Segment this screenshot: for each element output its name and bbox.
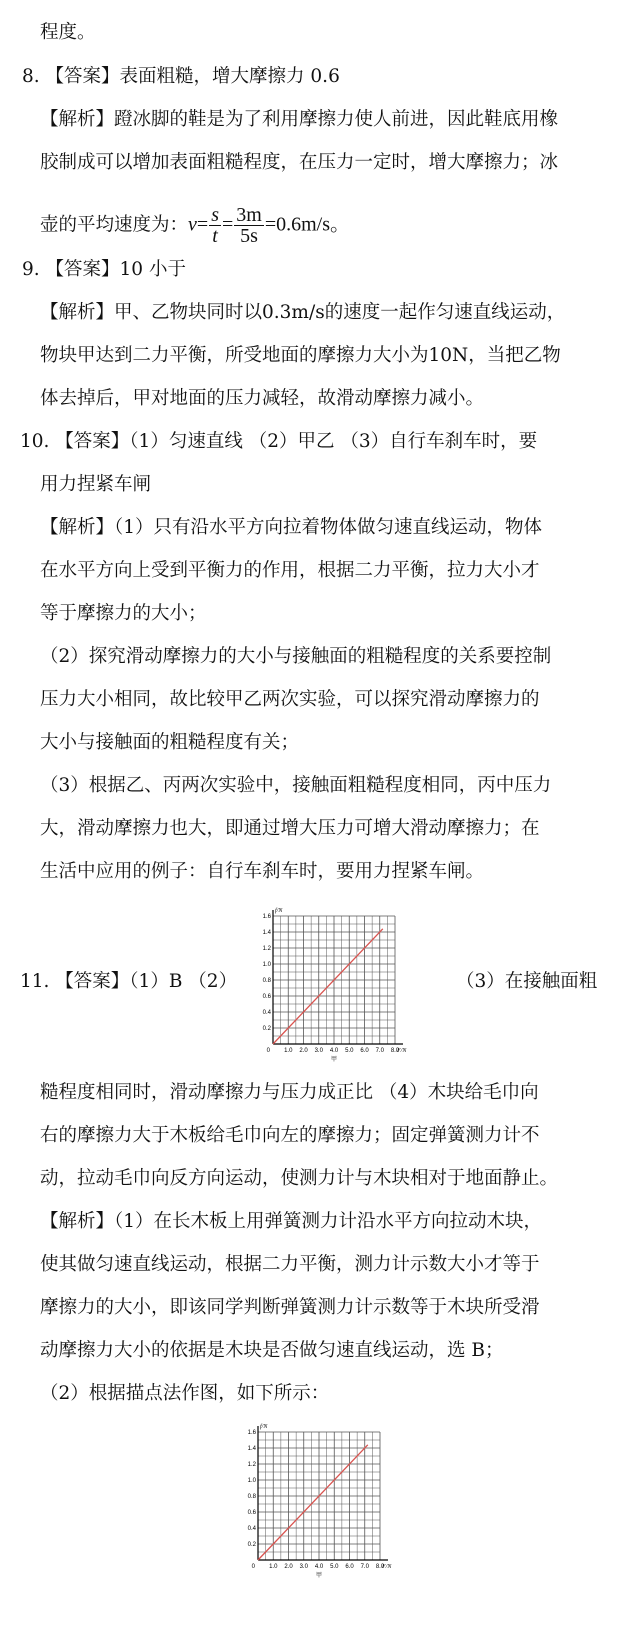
chart-caption: 甲 [315,1572,323,1579]
y-tick-label: 0.6 [262,994,271,1000]
text-line: 程度。 [40,22,96,43]
x-axis-label: F/N [397,1048,407,1054]
x-tick-label: 7.0 [375,1048,384,1054]
y-axis-label: f/N [260,1424,268,1430]
formula-result: =0.6m/s。 [264,213,351,236]
x-tick-label: 3.0 [299,1564,308,1570]
formula-fraction-st [209,205,221,246]
series-line [273,929,383,1044]
q9-explanation-line: 体去掉后，甲对地面的压力减轻，故滑动摩擦力减小。 [40,388,485,409]
x-tick-label: 6.0 [360,1048,369,1054]
x-tick-label: 5.0 [330,1564,339,1570]
friction-force-graph [255,904,415,1064]
series-line [258,1445,368,1560]
formula-numerator: 3m [236,204,262,226]
q11-answer: （3）在接触面粗 [456,971,598,992]
q10-explanation-line: （2）探究滑动摩擦力的大小与接触面的粗糙程度的关系要控制 [40,646,552,667]
x-tick-label: 8.0 [390,1048,400,1054]
x-tick-label: 2.0 [299,1048,308,1054]
q11-explanation-line: 使其做匀速直线运动，根据二力平衡，测力计示数大小才等于 [40,1254,540,1275]
formula-equals: = [196,213,209,236]
q11-answer-graph [255,904,415,1064]
q11-explanation-graph [240,1420,400,1580]
y-tick-label: 1.0 [262,962,271,968]
q10-answer: 10. 【答案】（1）匀速直线 （2）甲乙 （3）自行车刹车时，要 [20,431,538,452]
q10-explanation-line: 【解析】（1）只有沿水平方向拉着物体做匀速直线运动，物体 [40,517,543,538]
q11-explanation-line: （2）根据描点法作图，如下所示： [40,1383,330,1404]
q11-explanation-line: 摩擦力的大小，即该同学判断弹簧测力计示数等于木块所受滑 [40,1297,540,1318]
x-tick-label: 1.0 [284,1048,293,1054]
q11-explanation-line: 【解析】（1）在长木板上用弹簧测力计沿水平方向拉动木块， [40,1211,543,1232]
x-tick-label: 5.0 [345,1048,354,1054]
q9-explanation-line: 物块甲达到二力平衡，所受地面的摩擦力大小为10N，当把乙物 [40,345,561,366]
q10-answer-cont: 用力捏紧车闸 [40,474,152,495]
formula-t: t [212,225,218,247]
x-tick-label: 4.0 [314,1564,324,1570]
x-tick-label: 6.0 [345,1564,354,1570]
x-axis-label: F/N [382,1564,392,1570]
q8-explanation-formula-line [40,205,350,246]
formula-prefix: 壶的平均速度为： [40,214,189,236]
y-tick-label: 1.0 [247,1478,256,1484]
q10-explanation-line: 大小与接触面的粗糙程度有关； [40,732,300,753]
q10-explanation-line: 等于摩擦力的大小； [40,603,207,624]
y-tick-label: 1.2 [262,946,271,952]
y-tick-label: 1.4 [247,1446,256,1452]
y-tick-label: 0.4 [262,1010,271,1016]
x-tick-label: 8.0 [375,1564,385,1570]
formula-v: v [188,213,197,236]
y-tick-label: 0.8 [262,978,271,984]
origin-label: 0 [266,1048,270,1054]
q9-explanation-line: 【解析】甲、乙物块同时以0.3m/s的速度一起作匀速直线运动， [40,302,566,323]
x-tick-label: 7.0 [360,1564,369,1570]
chart-caption: 甲 [330,1056,338,1063]
formula-s: s [211,204,219,226]
y-tick-label: 0.4 [247,1526,256,1532]
y-axis-label: f/N [275,908,283,914]
q10-explanation-line: （3）根据乙、丙两次实验中，接触面粗糙程度相同，丙中压力 [40,775,552,796]
y-tick-label: 1.6 [247,1430,256,1436]
friction-force-graph [240,1420,400,1580]
q10-explanation-line: 生活中应用的例子：自行车刹车时，要用力捏紧车闸。 [40,861,485,882]
q8-explanation-line: 【解析】蹬冰脚的鞋是为了利用摩擦力使人前进，因此鞋底用橡 [40,109,559,130]
q9-answer: 9. 【答案】10 小于 [22,259,186,280]
formula-fraction-values [234,205,264,246]
y-tick-label: 1.4 [262,930,271,936]
origin-label: 0 [251,1564,255,1570]
q11-explanation-line: 动摩擦力大小的依据是木块是否做匀速直线运动，选 B； [40,1340,504,1361]
formula-equals: = [221,213,234,236]
y-tick-label: 1.6 [262,914,271,920]
y-tick-label: 0.6 [247,1510,256,1516]
q11-answer-line: 动，拉动毛巾向反方向运动，使测力计与木块相对于地面静止。 [40,1168,559,1189]
q8-explanation-line: 胶制成可以增加表面粗糙程度，在压力一定时，增大摩擦力；冰 [40,152,559,173]
formula-denominator: 5s [240,225,258,247]
x-tick-label: 1.0 [269,1564,278,1570]
q8-answer: 8. 【答案】表面粗糙，增大摩擦力 0.6 [22,66,340,87]
q10-explanation-line: 大，滑动摩擦力也大，即通过增大压力可增大滑动摩擦力；在 [40,818,540,839]
q11-answer: 11. 【答案】（1）B （2） [20,971,238,992]
q11-answer-line: 糙程度相同时，滑动摩擦力与压力成正比 （4）木块给毛巾向 [40,1082,539,1103]
y-tick-label: 1.2 [247,1462,256,1468]
x-tick-label: 4.0 [329,1048,339,1054]
x-tick-label: 3.0 [314,1048,323,1054]
y-tick-label: 0.2 [247,1542,256,1548]
q10-explanation-line: 压力大小相同，故比较甲乙两次实验，可以探究滑动摩擦力的 [40,689,540,710]
x-tick-label: 2.0 [284,1564,293,1570]
q10-explanation-line: 在水平方向上受到平衡力的作用，根据二力平衡，拉力大小才 [40,560,540,581]
y-tick-label: 0.8 [247,1494,256,1500]
q11-answer-line: 右的摩擦力大于木板给毛巾向左的摩擦力；固定弹簧测力计不 [40,1125,540,1146]
y-tick-label: 0.2 [262,1026,271,1032]
